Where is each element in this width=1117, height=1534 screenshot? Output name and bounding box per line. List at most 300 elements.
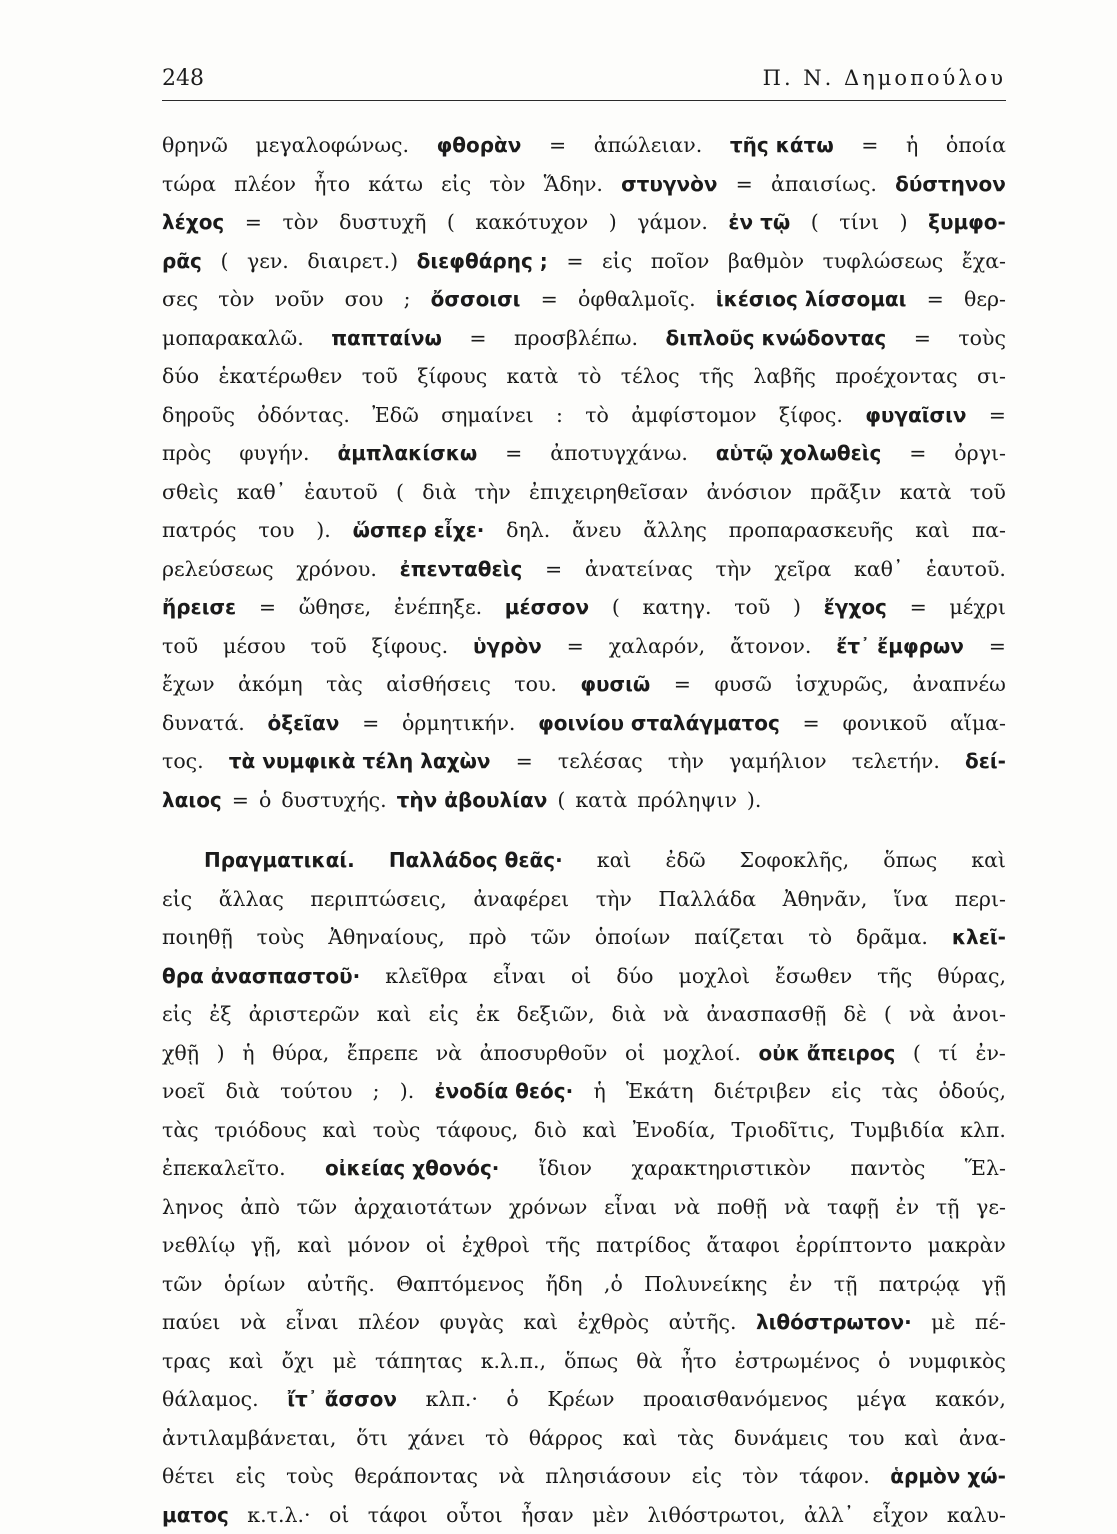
word: Θαπτόμενος — [396, 1265, 524, 1304]
word: παύει — [162, 1303, 220, 1342]
text-line — [162, 1034, 1006, 1073]
text-line — [162, 880, 1006, 919]
word: ( — [447, 203, 455, 242]
word: τος. — [162, 742, 204, 781]
word: τοῦ — [970, 473, 1006, 512]
word: καὶ — [597, 841, 632, 880]
word: Ἀθηναίους, — [328, 918, 445, 957]
word: ( — [811, 203, 819, 242]
word: καὶ — [582, 1111, 617, 1150]
word: μὲ — [333, 1342, 357, 1381]
word: αἰσθήσεις — [386, 665, 491, 704]
word: διὰ — [612, 995, 646, 1034]
word: σημαίνει — [441, 396, 534, 435]
word: Ἕλ- — [965, 1149, 1006, 1188]
text-line — [162, 588, 1006, 627]
word: φυγὰς — [439, 1303, 503, 1342]
word: ὁποίων — [595, 918, 670, 957]
word: ταφῇ — [827, 1188, 879, 1227]
text-line — [162, 319, 1006, 358]
word: φυγήν. — [239, 434, 309, 473]
word: ἐκ — [476, 995, 500, 1034]
word: ). — [747, 781, 762, 820]
word: ἐν — [789, 1265, 812, 1304]
word: ὁρίων — [224, 1265, 286, 1304]
word: διὰ — [422, 473, 456, 512]
word: ) — [900, 203, 908, 242]
word: Πολυνείκης — [644, 1265, 767, 1304]
word: = — [545, 550, 562, 589]
text-line — [162, 126, 1006, 165]
word: = — [736, 165, 753, 204]
word: νεθλίῳ — [162, 1226, 235, 1265]
word: τοῦ — [734, 588, 770, 627]
word: τοὺς — [257, 918, 305, 957]
word: βαθμὸν — [728, 242, 804, 281]
word: καὶ — [297, 1226, 332, 1265]
word: γαμήλιον — [729, 742, 827, 781]
word: δυστυχῆ — [339, 203, 426, 242]
word: τὸ — [808, 918, 832, 957]
word: ὅτι — [356, 1419, 388, 1458]
word: περιπτώσεις, — [310, 880, 446, 919]
headword: οἰκείας χθονός· — [325, 1149, 499, 1188]
word: ἡ — [242, 1034, 254, 1073]
word: πατρός — [162, 511, 237, 550]
word: = — [914, 319, 931, 358]
word: γε- — [976, 1188, 1006, 1227]
text-line — [162, 1111, 1006, 1150]
text-line — [162, 396, 1006, 435]
word: μόνον — [347, 1226, 410, 1265]
word: τὴν — [596, 880, 632, 919]
word: οὗτοι — [446, 1496, 503, 1534]
headword: διπλοῦς κνώδοντας — [665, 319, 886, 358]
word: ; — [404, 280, 411, 319]
headword: ἔγχος — [824, 588, 887, 627]
text-line — [162, 627, 1006, 666]
word: τελέσας — [558, 742, 643, 781]
word: εἰς — [429, 995, 459, 1034]
word: διέτριβεν — [714, 1072, 811, 1111]
word: τὸ — [578, 357, 602, 396]
word: ἐρρίπτοντο — [796, 1226, 912, 1265]
word: τάφους, — [436, 1111, 518, 1150]
headword: ἤρεισε — [162, 588, 236, 627]
word: μέσου — [223, 627, 286, 666]
word: = — [989, 627, 1006, 666]
word: = — [469, 319, 486, 358]
word: τοὺς — [286, 1457, 334, 1496]
word: νὰ — [663, 995, 689, 1034]
word: τὰς — [882, 1072, 919, 1111]
text-line — [162, 165, 1006, 204]
text-line — [162, 1149, 1006, 1188]
word: = — [910, 588, 927, 627]
word: ἡ — [593, 1072, 605, 1111]
text-line — [162, 357, 1006, 396]
word: ἀμφίστομον — [631, 396, 756, 435]
word: τὰς — [326, 665, 363, 704]
word: ἀποσυρθοῦν — [480, 1034, 608, 1073]
word: ὀδόντας. — [257, 396, 350, 435]
word: ἵνα — [894, 880, 928, 919]
word: πλησιάσουν — [545, 1457, 671, 1496]
word: τυφλώσεως — [823, 242, 944, 281]
word: = — [803, 704, 820, 743]
text-line — [162, 1342, 1006, 1381]
word: ἐδῶ — [665, 841, 705, 880]
word: πρὸς — [162, 434, 211, 473]
word: ἔχα- — [962, 242, 1006, 281]
word: τῶν — [162, 1265, 203, 1304]
word: διὰ — [226, 1072, 260, 1111]
word: ἄλλης — [643, 511, 707, 550]
page-number: 248 — [162, 66, 204, 91]
headword: κλεῖ- — [952, 918, 1006, 957]
word: ποιηθῇ — [162, 918, 233, 957]
word: θερ- — [964, 280, 1006, 319]
word: παίζεται — [694, 918, 784, 957]
headword: λιθόστρωτον· — [756, 1303, 912, 1342]
word: ξίφους. — [372, 627, 449, 666]
headword: φυγαῖσιν — [865, 396, 966, 435]
word: ὁ — [259, 781, 271, 820]
page-header — [162, 62, 1006, 101]
word: μὲ — [931, 1303, 955, 1342]
word: ( — [884, 995, 892, 1034]
word: αἵμα- — [950, 704, 1006, 743]
headword: παπταίνω — [331, 319, 442, 358]
word: Παλλάδα — [658, 880, 756, 919]
word: τὴν — [475, 473, 511, 512]
word: τὰς — [677, 1419, 714, 1458]
word: νὰ — [784, 1188, 810, 1227]
word: ( — [557, 781, 565, 820]
word: διὸ — [534, 1111, 567, 1150]
word: φονικοῦ — [842, 704, 927, 743]
headword: ὄσσοισι — [431, 280, 521, 319]
text-line — [162, 742, 1006, 781]
word: αὐτῆς. — [669, 1303, 737, 1342]
word: σι- — [977, 357, 1006, 396]
word: δυνατά. — [162, 704, 245, 743]
word: ἀντιλαμβάνεται, — [162, 1419, 336, 1458]
headword: αὑτῷ χολωθεὶς — [716, 434, 882, 473]
text-line — [162, 1380, 1006, 1419]
headword: ἐνοδία θεός· — [434, 1072, 573, 1111]
word: θέτει — [162, 1457, 215, 1496]
word: καὶ — [523, 1303, 558, 1342]
word: Τριοδῖτις, — [731, 1111, 835, 1150]
word: ὀφθαλμοῖς. — [578, 280, 696, 319]
text-line — [162, 1419, 1006, 1458]
word: χρόνου. — [296, 550, 377, 589]
word: ξίφος. — [779, 396, 843, 435]
headword: ὀξεῖαν — [268, 704, 340, 743]
word: τὸν — [218, 280, 254, 319]
word: ). — [400, 1072, 415, 1111]
word: κλπ.· — [426, 1380, 478, 1419]
word: δὲ — [843, 995, 866, 1034]
word: δύο — [616, 957, 653, 996]
word: τὸν — [489, 165, 525, 204]
headword: ματος — [162, 1496, 229, 1534]
text-line — [162, 203, 1006, 242]
word: μέγα — [857, 1380, 907, 1419]
word: ἀπαισίως. — [771, 165, 877, 204]
word: ἔχων — [162, 665, 215, 704]
word: ἐστρωμένος — [735, 1342, 860, 1381]
word: χάνει — [408, 1419, 465, 1458]
word: χαρακτηριστικὸν — [631, 1149, 811, 1188]
word: = — [245, 203, 262, 242]
word: τῆς — [877, 957, 912, 996]
word: ἀνοι- — [952, 995, 1006, 1034]
headword: ἐν τῷ — [728, 203, 790, 242]
word: καὶ — [229, 1342, 264, 1381]
text-line — [162, 434, 1006, 473]
word: ὁδούς, — [939, 1072, 1007, 1111]
word: διαιρετ.) — [307, 242, 398, 281]
word: λαβῆς — [753, 357, 815, 396]
text-line — [162, 473, 1006, 512]
text-line — [162, 1457, 1006, 1496]
word: ἔσωθεν — [775, 957, 852, 996]
word: εἰς — [831, 1072, 861, 1111]
text-line — [162, 511, 1006, 550]
word: εἶναι — [604, 1188, 657, 1227]
word: τοὺς — [373, 1111, 421, 1150]
headword: ρᾶς — [162, 242, 202, 281]
word: θάρρος — [529, 1419, 603, 1458]
word: ὀργι- — [954, 434, 1006, 473]
word: εἶναι — [493, 957, 546, 996]
word: νὰ — [436, 1034, 462, 1073]
word: εἰς — [162, 880, 192, 919]
word: σου — [345, 280, 384, 319]
word: καθ᾽ — [854, 550, 903, 589]
word: προέχοντας — [835, 357, 957, 396]
word: θὰ — [636, 1342, 662, 1381]
word: τάφοι — [368, 1496, 428, 1534]
word: = — [861, 126, 878, 165]
word: ὅπως — [564, 1342, 618, 1381]
text-line — [162, 280, 1006, 319]
word: ξίφους — [417, 357, 487, 396]
headword: ἀμπλακίσκω — [337, 434, 477, 473]
word: ὁποία — [946, 126, 1006, 165]
text-line — [162, 781, 1006, 820]
word: ὁ — [506, 1380, 518, 1419]
word: νὰ — [909, 995, 935, 1034]
word: ἑκατέρωθεν — [219, 357, 343, 396]
word: = — [567, 627, 584, 666]
word: του — [258, 511, 294, 550]
word: = — [549, 126, 566, 165]
text-line — [162, 550, 1006, 589]
word: : — [556, 396, 563, 435]
word: προαισθανόμενος — [643, 1380, 828, 1419]
text-line — [162, 957, 1006, 996]
word: κατὰ — [575, 781, 627, 820]
word: του — [848, 1419, 884, 1458]
word: ἐχθρὸς — [577, 1303, 649, 1342]
word: = — [232, 781, 249, 820]
word: τῇ — [834, 1265, 858, 1304]
word: θρηνῶ — [162, 126, 228, 165]
headword: διεφθάρης ; — [417, 242, 548, 281]
word: ὅπως — [883, 841, 937, 880]
word: = — [505, 434, 522, 473]
headword: τὰ νυμφικὰ τέλη λαχὼν — [229, 742, 491, 781]
word: μοχλοὶ — [679, 957, 750, 996]
word: ἦτο — [314, 165, 350, 204]
word: χρόνων — [509, 1188, 587, 1227]
word: νυμφικὸς — [909, 1342, 1006, 1381]
headword: ἱκέσιος λίσσομαι — [716, 280, 907, 319]
word: θύρας, — [937, 957, 1006, 996]
text-line — [162, 704, 1006, 743]
word: πρᾶξιν — [810, 473, 881, 512]
word: γάμον. — [637, 203, 708, 242]
word: λιθόστρωτοι, — [647, 1496, 785, 1534]
text-line — [162, 1265, 1006, 1304]
word: ἄταφοι — [706, 1226, 780, 1265]
word: ἀνασπασθῇ — [706, 995, 826, 1034]
word: ἀπώλειαν. — [594, 126, 703, 165]
word: οἱ — [625, 1034, 645, 1073]
word: προσβλέπω. — [514, 319, 638, 358]
word: τέλος — [621, 357, 680, 396]
word: = — [989, 396, 1006, 435]
word: τοῦ — [362, 357, 398, 396]
text-line — [162, 1496, 1006, 1534]
word: = — [909, 434, 926, 473]
word: πλέον — [234, 165, 296, 204]
text-line — [162, 918, 1006, 957]
word: πα- — [972, 511, 1006, 550]
word: αὐτῆς. — [307, 1265, 375, 1304]
word: εἰς — [692, 1457, 722, 1496]
word: Ἐνοδία, — [633, 1111, 716, 1150]
headword: στυγνὸν — [621, 165, 717, 204]
word: ,ὁ — [604, 1265, 623, 1304]
word: ἄτονον. — [730, 627, 811, 666]
word: τοὺς — [958, 319, 1006, 358]
word: δρᾶμα. — [856, 918, 928, 957]
word: θάλαμος. — [162, 1380, 259, 1419]
word: ἄλλας — [219, 880, 284, 919]
headword: Παλλάδος θεᾶς· — [389, 841, 563, 880]
word: ἦσαν — [521, 1496, 574, 1534]
text-line — [162, 1226, 1006, 1265]
word: ἀναφέρει — [473, 880, 569, 919]
word: νὰ — [499, 1457, 525, 1496]
word: τὸν — [742, 1457, 778, 1496]
word: σθεὶς — [162, 473, 218, 512]
word: τῇ — [936, 1188, 960, 1227]
word: ἀλλ᾽ — [804, 1496, 854, 1534]
word: ( — [396, 473, 404, 512]
word: ἑαυτοῦ — [304, 473, 377, 512]
headword: ἴτ᾽ ἄσσον — [287, 1380, 397, 1419]
word: ληνος — [162, 1188, 224, 1227]
word: κακότυχον — [475, 203, 588, 242]
word: μέχρι — [949, 588, 1005, 627]
word: ἀνα- — [959, 1419, 1006, 1458]
headword: τὴν ἀβουλίαν — [397, 781, 548, 820]
word: Ἐδῶ — [372, 396, 419, 435]
word: ἀπὸ — [240, 1188, 280, 1227]
word: μὲν — [592, 1496, 629, 1534]
word: πρόληψιν — [637, 781, 737, 820]
word: νοῦν — [275, 280, 325, 319]
word: ἀποτυγχάνω. — [550, 434, 688, 473]
word: τὰς — [162, 1111, 199, 1150]
word: Ἀθηνᾶν, — [783, 880, 868, 919]
word: Τυμβιδία — [851, 1111, 945, 1150]
word: εἰς — [441, 165, 471, 204]
word: = — [516, 742, 533, 781]
word: εἰς — [602, 242, 632, 281]
word: ἐξ — [209, 995, 231, 1034]
word: ἐπιχειρηθεῖσαν — [529, 473, 688, 512]
word: κλπ. — [960, 1111, 1006, 1150]
word: τριόδους — [214, 1111, 306, 1150]
word: τὸ — [585, 396, 609, 435]
word: τώρα — [162, 165, 216, 204]
word: πατρίδος — [596, 1226, 691, 1265]
word: μακρὰν — [928, 1226, 1006, 1265]
word: καὶ — [971, 841, 1006, 880]
word: τὸν — [282, 203, 318, 242]
word: τελετήν. — [852, 742, 940, 781]
word: ἐν- — [975, 1034, 1005, 1073]
word: καὶ — [377, 995, 412, 1034]
word: πέ- — [975, 1303, 1006, 1342]
word: τάπητας — [375, 1342, 463, 1381]
word: οἱ — [426, 1226, 446, 1265]
word: ποθῇ — [717, 1188, 767, 1227]
word: ) — [793, 588, 801, 627]
word: καθ᾽ — [237, 473, 286, 512]
word: περι- — [955, 880, 1006, 919]
word: δυστυχής. — [281, 781, 386, 820]
word: καὶ — [915, 511, 950, 550]
word: ) — [217, 1034, 225, 1073]
body-text — [162, 126, 1006, 1534]
word: ποῖον — [651, 242, 710, 281]
headword: φυσιῶ — [580, 665, 650, 704]
word: τάφον. — [799, 1457, 870, 1496]
word: νοεῖ — [162, 1072, 205, 1111]
word: ἴδιον — [539, 1149, 592, 1188]
word: προπαρασκευῆς — [729, 511, 894, 550]
word: εἶχον — [873, 1496, 929, 1534]
word: τὸ — [485, 1419, 509, 1458]
word: εἰς — [235, 1457, 265, 1496]
word: ( — [220, 242, 228, 281]
word: δηλ. — [506, 511, 550, 550]
word: δεξιῶν, — [517, 995, 595, 1034]
word: κλεῖθρα — [385, 957, 468, 996]
word: γῇ — [981, 1265, 1006, 1304]
word: φυσῶ — [714, 665, 772, 704]
word: νὰ — [240, 1303, 266, 1342]
word: ἀνόσιον — [707, 473, 792, 512]
word: ἀκόμη — [238, 665, 303, 704]
